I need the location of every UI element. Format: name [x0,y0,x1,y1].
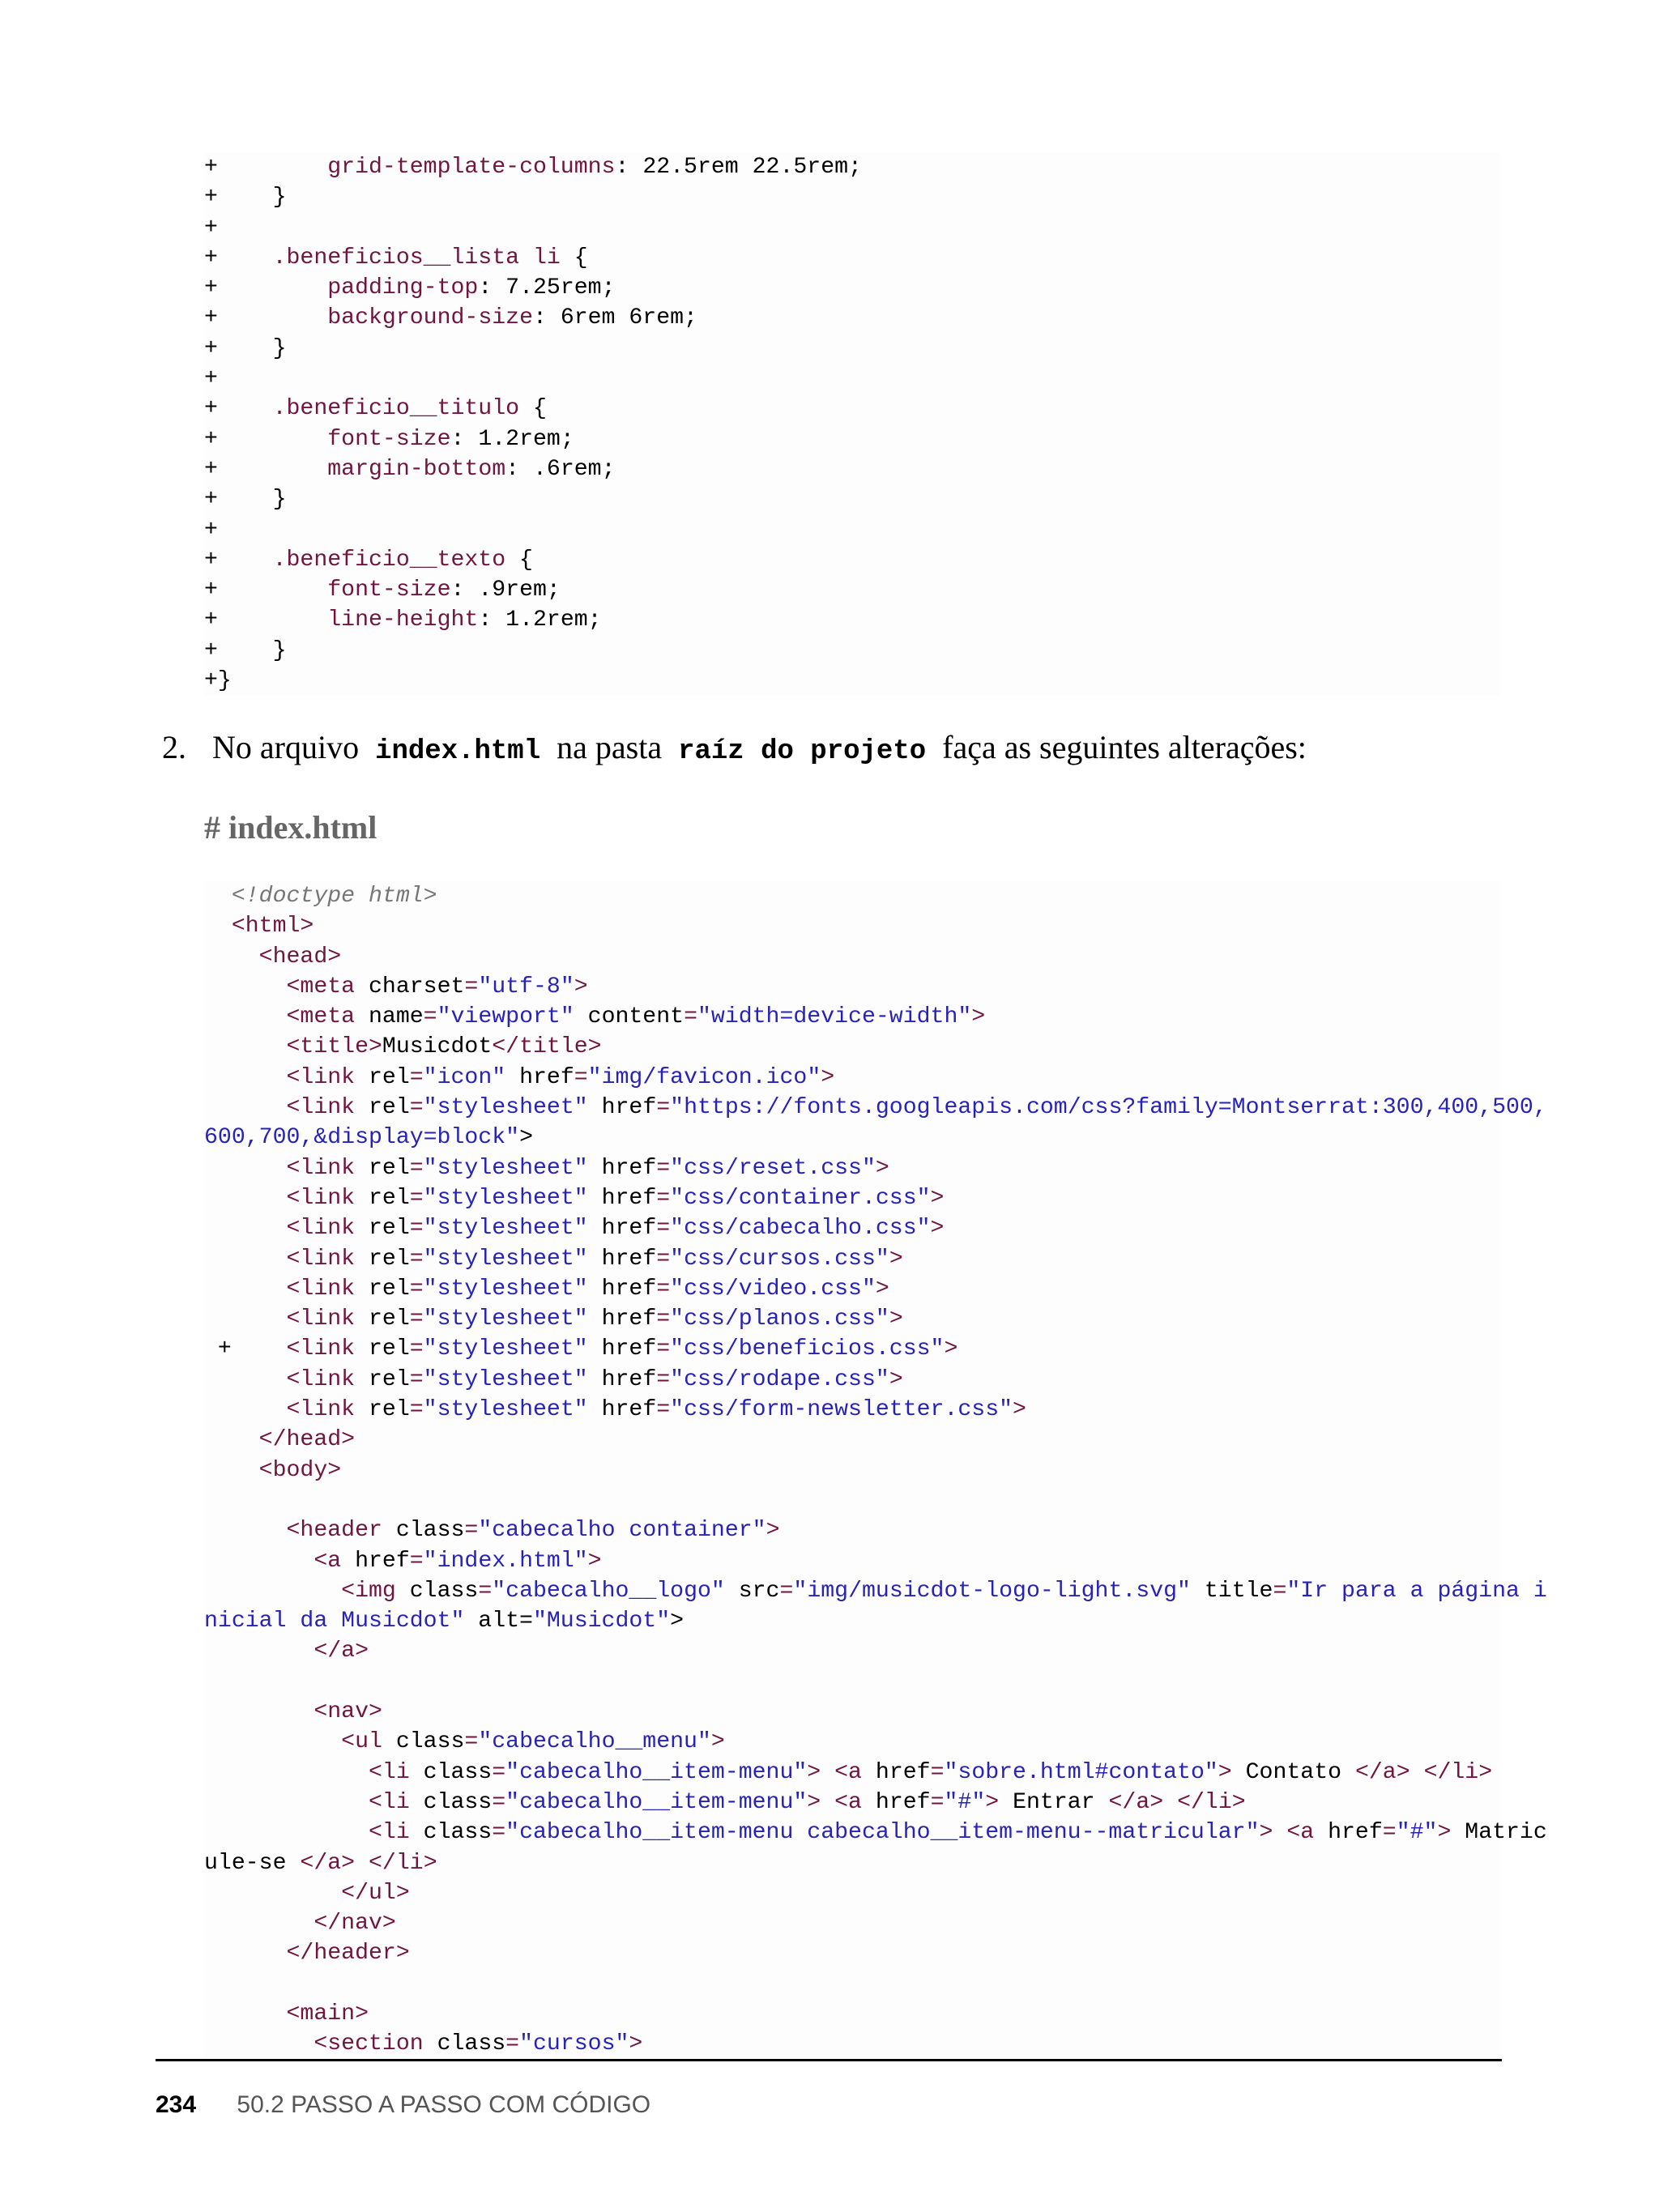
css-code-line: + [204,366,218,392]
css-code-line: + padding-top: 7.25rem; [204,275,616,301]
html-code-line: <html> [231,914,314,940]
html-code-line: <li class="cabecalho__item-menu cabecalho__item-menu--matricular"> <a href="#"> Matric [368,1820,1547,1846]
html-code-line: <link rel="stylesheet" href="https://fonts.googleapis.com/css?family=Montserrat:300,400,500, [286,1095,1547,1121]
html-code-line: <!doctype html> [231,884,437,909]
css-code-line: + margin-bottom: .6rem; [204,456,616,482]
page-number: 234 [156,2091,197,2118]
html-code-line: <main> [286,2001,369,2027]
html-code-line: </head> [258,1427,356,1453]
html-code-line: <link rel="stylesheet" href="css/cabecalho.css"> [286,1216,945,1242]
html-code-line: <link rel="stylesheet" href="css/cursos.css"> [286,1246,903,1272]
html-code-line: <ul class="cabecalho__menu"> [341,1729,725,1755]
html-code-line: nicial da Musicdot" alt="Musicdot"> [204,1609,684,1634]
step-folder-name: raíz do projeto [678,736,927,767]
html-code-line: <meta name="viewport" content="width=device-width"> [286,1004,986,1030]
step-text-middle: na pasta [557,729,663,765]
html-code-line: ule-se </a> </li> [204,1850,437,1876]
html-code-line: </ul> [341,1880,410,1906]
html-code-line: <link rel="stylesheet" href="css/rodape.css"> [286,1366,903,1392]
html-code-line: </a> [313,1639,369,1664]
html-code-line: </header> [286,1941,410,1967]
html-code-line: <li class="cabecalho__item-menu"> <a href="sobre.html#contato"> Contato </a> </li> [368,1759,1493,1785]
css-code-line: + grid-template-columns: 22.5rem 22.5rem; [204,155,862,180]
html-code-line: <link rel="stylesheet" href="css/video.css"> [286,1276,889,1302]
file-subheading: # index.html [204,809,377,846]
css-code-line: + } [204,185,287,211]
css-code-line: + background-size: 6rem 6rem; [204,305,697,331]
step-file-name: index.html [375,736,541,767]
html-code-line: <a href="index.html"> [313,1548,602,1574]
html-code-line: <link rel="stylesheet" href="css/container.css"> [286,1185,945,1211]
html-code-line: <nav> [313,1699,382,1725]
css-code-line: + } [204,637,287,663]
html-code-block [204,881,1547,2060]
html-code-line: </nav> [313,1911,396,1937]
html-code-line: + <link rel="stylesheet" href="css/beneficios.css"> [204,1336,958,1362]
html-code-line: <meta charset="utf-8"> [286,974,588,999]
html-code-line: <link rel="stylesheet" href="css/form-newsletter.css"> [286,1397,1026,1423]
html-code-line: <link rel="icon" href="img/favicon.ico"> [286,1064,835,1090]
css-code-line: +} [204,668,232,694]
html-code-line: 600,700,&display=block"> [204,1125,533,1151]
html-code-line: <header class="cabecalho container"> [286,1518,780,1544]
html-code-line [204,1485,1500,1515]
html-code-line: <body> [258,1457,342,1483]
html-code-line: <head> [258,944,342,970]
html-code-line: <section class="cursos"> [313,2031,643,2057]
html-code-line: <title>Musicdot</title> [286,1034,602,1060]
css-code-line: + [204,517,218,543]
html-code-line [204,1969,1500,1999]
step-instruction [162,727,1307,772]
css-code-line: + } [204,335,287,361]
step-text-after: faça as seguintes alterações: [942,729,1307,765]
html-code-line: <img class="cabecalho__logo" src="img/musicdot-logo-light.svg" title="Ir para a página i [341,1578,1547,1604]
footer-divider [156,2059,1502,2061]
css-diff-code-block [204,152,1500,696]
css-code-line: + font-size: .9rem; [204,578,561,603]
page-footer [156,2091,650,2119]
step-text-before: No arquivo [212,729,360,765]
css-code-line: + .beneficio__titulo { [204,396,547,422]
css-code-line: + .beneficios__lista li { [204,245,588,271]
css-code-line: + line-height: 1.2rem; [204,607,602,633]
html-code-line [204,1667,1500,1697]
html-code-line: <link rel="stylesheet" href="css/reset.css"> [286,1155,889,1181]
step-number: 2. [162,729,186,765]
css-code-line: + .beneficio__texto { [204,547,533,573]
css-code-line: + font-size: 1.2rem; [204,426,574,452]
css-code-line: + [204,215,218,241]
section-title: 50.2 PASSO A PASSO COM CÓDIGO [237,2091,651,2118]
css-code-line: + } [204,487,287,513]
html-code-line: <link rel="stylesheet" href="css/planos.css"> [286,1306,903,1332]
html-code-line: <li class="cabecalho__item-menu"> <a href="#"> Entrar </a> </li> [368,1789,1246,1815]
